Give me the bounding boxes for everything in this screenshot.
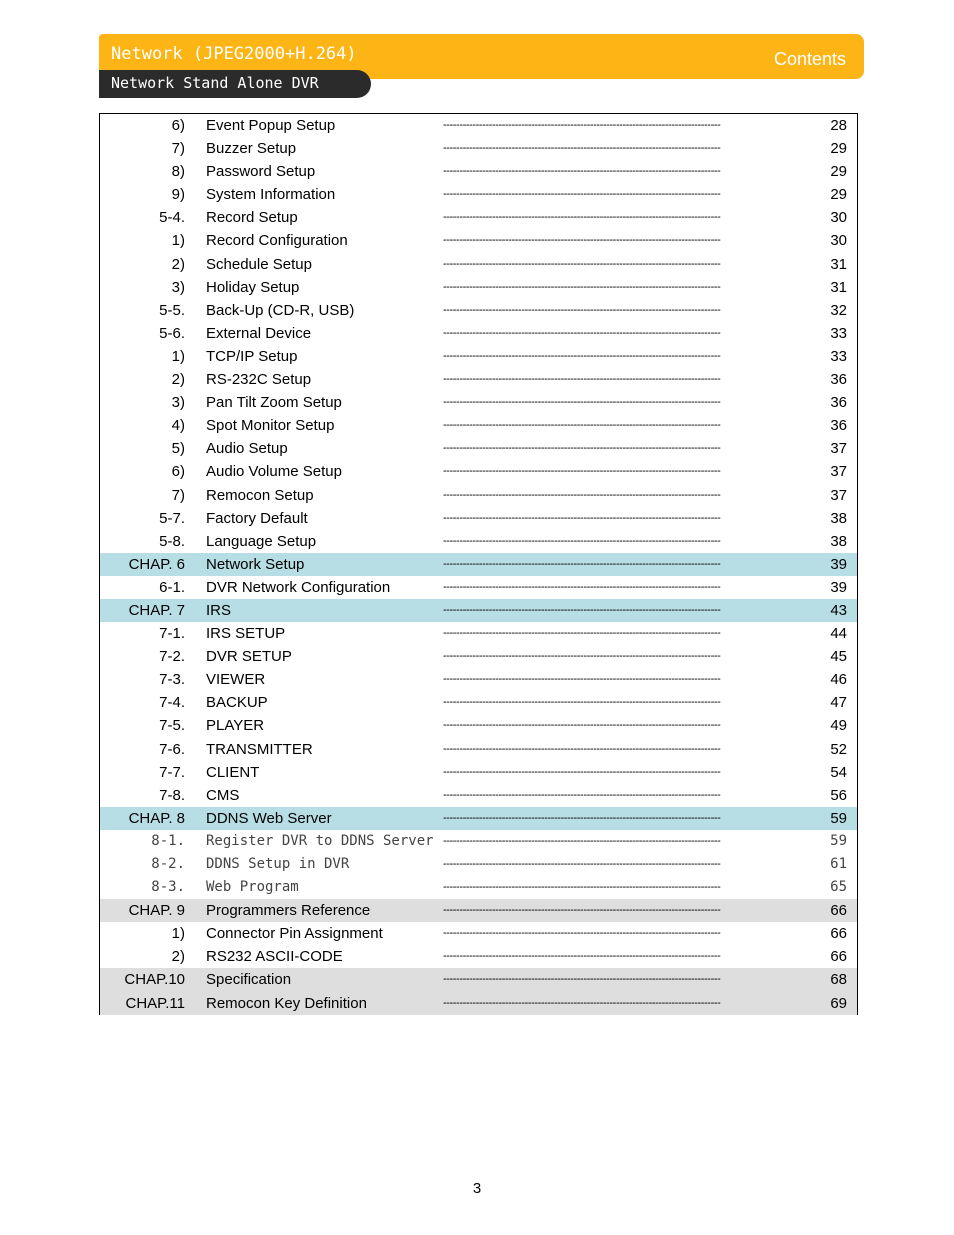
toc-section-title[interactable]: Connector Pin Assignment (206, 925, 383, 943)
toc-page-number: 66 (830, 925, 847, 943)
toc-leader-dots: ------------------------------------------------------------------------------------- (443, 419, 721, 432)
page-number: 3 (472, 1180, 482, 1197)
toc-page-number: 29 (830, 140, 847, 158)
toc-page-number: 38 (830, 532, 847, 550)
toc-section-title[interactable]: System Information (206, 186, 336, 204)
toc-page-number: 36 (830, 417, 847, 435)
toc-section-title[interactable]: TCP/IP Setup (206, 347, 298, 365)
toc-page-number: 61 (830, 856, 847, 872)
toc-section-number: 1) (171, 232, 185, 250)
toc-page-number: 66 (830, 902, 847, 920)
toc-section-title[interactable]: Specification (206, 971, 292, 989)
toc-section-title[interactable]: Record Setup (206, 209, 298, 227)
toc-section-number: 5-8. (159, 532, 185, 550)
toc-row[interactable] (100, 853, 857, 876)
toc-row[interactable] (100, 183, 857, 206)
toc-page-number: 65 (830, 879, 847, 896)
subheader-bar (99, 70, 371, 98)
toc-row[interactable] (100, 945, 857, 968)
toc-section-title[interactable]: Audio Setup (206, 440, 288, 458)
toc-section-title[interactable]: CMS (206, 786, 240, 804)
toc-row[interactable] (100, 691, 857, 714)
toc-section-title[interactable]: Remocon Key Definition (206, 994, 367, 1012)
toc-page-number: 69 (830, 994, 847, 1012)
toc-leader-dots: ------------------------------------------------------------------------------------- (443, 534, 721, 547)
toc-page-number: 30 (830, 209, 847, 227)
toc-leader-dots: ------------------------------------------------------------------------------------- (443, 696, 721, 709)
toc-leader-dots: ------------------------------------------------------------------------------------- (443, 996, 721, 1009)
toc-section-number: 5-4. (159, 209, 185, 227)
toc-section-title[interactable]: Buzzer Setup (206, 140, 297, 158)
toc-leader-dots: ------------------------------------------------------------------------------------- (443, 280, 721, 293)
toc-section-title[interactable]: Register DVR to DDNS Server (206, 832, 434, 849)
toc-section-title[interactable]: CLIENT (206, 763, 260, 781)
toc-section-title[interactable]: VIEWER (206, 671, 266, 689)
toc-row[interactable] (100, 437, 857, 460)
toc-section-number: 6-1. (159, 578, 185, 596)
toc-leader-dots: ------------------------------------------------------------------------------------- (443, 557, 721, 570)
toc-row[interactable] (100, 114, 857, 137)
toc-leader-dots: ------------------------------------------------------------------------------------- (443, 788, 721, 801)
toc-leader-dots: ------------------------------------------------------------------------------------- (443, 511, 721, 524)
toc-page-number: 36 (830, 371, 847, 389)
toc-leader-dots: ------------------------------------------------------------------------------------- (443, 973, 721, 986)
toc-page-number: 45 (830, 648, 847, 666)
toc-section-title[interactable]: Programmers Reference (206, 902, 371, 920)
toc-section-title[interactable]: DVR SETUP (206, 648, 292, 666)
toc-section-number: 2) (171, 371, 185, 389)
toc-section-title[interactable]: Pan Tilt Zoom Setup (206, 394, 342, 412)
toc-leader-dots: ------------------------------------------------------------------------------------- (443, 811, 721, 824)
toc-leader-dots: ------------------------------------------------------------------------------------- (443, 858, 721, 870)
toc-section-title[interactable]: Holiday Setup (206, 278, 300, 296)
toc-page-number: 31 (830, 255, 847, 273)
toc-chapter-row[interactable] (100, 807, 857, 830)
toc-section-number: CHAP.10 (124, 971, 185, 989)
toc-section-number: 6) (171, 463, 185, 481)
toc-row[interactable] (100, 784, 857, 807)
toc-section-number: 8-2. (151, 856, 185, 872)
toc-section-title[interactable]: Spot Monitor Setup (206, 417, 335, 435)
toc-row[interactable] (100, 714, 857, 737)
toc-section-number: 7-6. (159, 740, 185, 758)
toc-row[interactable] (100, 761, 857, 784)
toc-leader-dots: ------------------------------------------------------------------------------------- (443, 142, 721, 155)
toc-section-number: CHAP. 8 (128, 809, 185, 827)
toc-chapter-row[interactable] (100, 968, 857, 991)
toc-section-title[interactable]: Event Popup Setup (206, 117, 336, 134)
toc-leader-dots: ------------------------------------------------------------------------------------- (443, 442, 721, 455)
table-of-contents (99, 113, 858, 1015)
toc-section-title[interactable]: Network Setup (206, 555, 305, 573)
toc-row[interactable] (100, 922, 857, 945)
toc-leader-dots: ------------------------------------------------------------------------------------- (443, 211, 721, 224)
toc-row[interactable] (100, 137, 857, 160)
toc-page-number: 37 (830, 440, 847, 458)
toc-row[interactable] (100, 206, 857, 229)
toc-page-number: 54 (830, 763, 847, 781)
toc-page-number: 28 (830, 117, 847, 134)
toc-chapter-row[interactable] (100, 553, 857, 576)
toc-section-number: CHAP. 6 (128, 555, 185, 573)
toc-leader-dots: ------------------------------------------------------------------------------------- (443, 234, 721, 247)
toc-page-number: 33 (830, 347, 847, 365)
toc-section-title[interactable]: Record Configuration (206, 232, 348, 250)
toc-page-number: 29 (830, 163, 847, 181)
toc-section-number: 3) (171, 278, 185, 296)
toc-row[interactable] (100, 830, 857, 853)
toc-row[interactable] (100, 622, 857, 645)
toc-section-title[interactable]: PLAYER (206, 717, 265, 735)
toc-section-number: 5-7. (159, 509, 185, 527)
toc-row[interactable] (100, 645, 857, 668)
toc-leader-dots: ------------------------------------------------------------------------------------- (443, 627, 721, 640)
toc-page-number: 33 (830, 324, 847, 342)
toc-section-number: 7-8. (159, 786, 185, 804)
toc-leader-dots: ------------------------------------------------------------------------------------- (443, 673, 721, 686)
toc-section-number: 7-1. (159, 625, 185, 643)
toc-section-number: CHAP. 7 (128, 601, 185, 619)
toc-section-title[interactable]: BACKUP (206, 694, 268, 712)
toc-page-number: 56 (830, 786, 847, 804)
toc-leader-dots: ------------------------------------------------------------------------------------- (443, 488, 721, 501)
toc-leader-dots: ------------------------------------------------------------------------------------- (443, 580, 721, 593)
toc-section-title[interactable]: IRS SETUP (206, 625, 286, 643)
toc-page-number: 47 (830, 694, 847, 712)
toc-section-number: 4) (171, 417, 185, 435)
toc-section-number: 3) (171, 394, 185, 412)
toc-leader-dots: ------------------------------------------------------------------------------------- (443, 927, 721, 940)
toc-row[interactable] (100, 253, 857, 276)
toc-row[interactable] (100, 507, 857, 530)
toc-row[interactable] (100, 276, 857, 299)
toc-section-title[interactable]: Audio Volume Setup (206, 463, 342, 481)
toc-section-title[interactable]: Factory Default (206, 509, 308, 527)
toc-page-number: 59 (830, 809, 847, 827)
toc-row[interactable] (100, 460, 857, 483)
toc-section-number: 1) (171, 925, 185, 943)
toc-section-number: 8-1. (151, 832, 185, 849)
toc-page-number: 37 (830, 486, 847, 504)
toc-section-title[interactable]: External Device (206, 324, 312, 342)
toc-row[interactable] (100, 530, 857, 553)
toc-section-number: 7-2. (159, 648, 185, 666)
toc-section-number: 5-6. (159, 324, 185, 342)
toc-leader-dots: ------------------------------------------------------------------------------------- (443, 465, 721, 478)
toc-leader-dots: ------------------------------------------------------------------------------------- (443, 396, 721, 409)
toc-page-number: 37 (830, 463, 847, 481)
toc-leader-dots: ------------------------------------------------------------------------------------- (443, 165, 721, 178)
toc-section-number: 2) (171, 255, 185, 273)
toc-row[interactable] (100, 876, 857, 899)
toc-row[interactable] (100, 345, 857, 368)
toc-section-number: 2) (171, 948, 185, 966)
toc-leader-dots: ------------------------------------------------------------------------------------- (443, 904, 721, 917)
toc-section-number: 7-4. (159, 694, 185, 712)
toc-row[interactable] (100, 484, 857, 507)
toc-page-number: 44 (830, 625, 847, 643)
toc-page-number: 59 (830, 832, 847, 849)
toc-leader-dots: ------------------------------------------------------------------------------------- (443, 719, 721, 732)
toc-leader-dots: ------------------------------------------------------------------------------------- (443, 119, 721, 131)
toc-page-number: 43 (830, 601, 847, 619)
toc-leader-dots: ------------------------------------------------------------------------------------- (443, 765, 721, 778)
toc-row[interactable] (100, 738, 857, 761)
toc-row[interactable] (100, 668, 857, 691)
toc-section-number: 7-5. (159, 717, 185, 735)
toc-section-title[interactable]: Password Setup (206, 163, 316, 181)
toc-section-number: 7-3. (159, 671, 185, 689)
toc-section-title[interactable]: Language Setup (206, 532, 317, 550)
toc-page-number: 31 (830, 278, 847, 296)
toc-page-number: 46 (830, 671, 847, 689)
toc-section-title[interactable]: Web Program (206, 879, 299, 896)
toc-page-number: 39 (830, 555, 847, 573)
toc-leader-dots: ------------------------------------------------------------------------------------- (443, 881, 721, 894)
toc-leader-dots: ------------------------------------------------------------------------------------- (443, 257, 721, 270)
toc-section-number: 8-3. (151, 879, 185, 896)
toc-section-title[interactable]: RS232 ASCII-CODE (206, 948, 343, 966)
toc-section-title[interactable]: TRANSMITTER (206, 740, 313, 758)
toc-leader-dots: ------------------------------------------------------------------------------------- (443, 373, 721, 386)
toc-leader-dots: ------------------------------------------------------------------------------------- (443, 834, 721, 847)
toc-page-number: 30 (830, 232, 847, 250)
toc-page-number: 39 (830, 578, 847, 596)
toc-row[interactable] (100, 229, 857, 252)
toc-section-number: 7-7. (159, 763, 185, 781)
toc-section-title[interactable]: Schedule Setup (206, 255, 312, 273)
toc-leader-dots: ------------------------------------------------------------------------------------- (443, 603, 721, 616)
toc-section-title[interactable]: DVR Network Configuration (206, 578, 391, 596)
toc-page-number: 52 (830, 740, 847, 758)
toc-page-number: 32 (830, 301, 847, 319)
toc-page-number: 68 (830, 971, 847, 989)
toc-section-number: 5-5. (159, 301, 185, 319)
toc-row[interactable] (100, 391, 857, 414)
toc-row[interactable] (100, 368, 857, 391)
toc-chapter-row[interactable] (100, 899, 857, 922)
toc-chapter-row[interactable] (100, 992, 857, 1015)
toc-section-number: CHAP. 9 (128, 902, 185, 920)
toc-leader-dots: ------------------------------------------------------------------------------------- (443, 326, 721, 339)
toc-section-number: 8) (171, 163, 185, 181)
toc-row[interactable] (100, 299, 857, 322)
toc-row[interactable] (100, 576, 857, 599)
toc-section-number: 9) (171, 186, 185, 204)
toc-row[interactable] (100, 414, 857, 437)
document-subtitle: Network Stand Alone DVR (111, 74, 319, 92)
toc-section-title[interactable]: Remocon Setup (206, 486, 314, 504)
toc-leader-dots: ------------------------------------------------------------------------------------- (443, 349, 721, 362)
toc-section-title[interactable]: DDNS Setup in DVR (206, 856, 350, 872)
toc-section-title[interactable]: DDNS Web Server (206, 809, 332, 827)
toc-leader-dots: ------------------------------------------------------------------------------------- (443, 742, 721, 755)
document-title: Network (JPEG2000+H.264) (111, 44, 357, 64)
toc-section-number: CHAP.11 (125, 994, 185, 1012)
toc-page-number: 66 (830, 948, 847, 966)
toc-section-title[interactable]: Back-Up (CD-R, USB) (206, 301, 355, 319)
toc-leader-dots: ------------------------------------------------------------------------------------- (443, 303, 721, 316)
toc-page-number: 49 (830, 717, 847, 735)
toc-section-number: 7) (171, 140, 185, 158)
toc-row[interactable] (100, 322, 857, 345)
toc-page-number: 29 (830, 186, 847, 204)
toc-section-number: 7) (171, 486, 185, 504)
toc-section-number: 1) (171, 347, 185, 365)
toc-section-title[interactable]: IRS (206, 601, 232, 619)
toc-page-number: 36 (830, 394, 847, 412)
toc-section-title[interactable]: RS-232C Setup (206, 371, 312, 389)
toc-leader-dots: ------------------------------------------------------------------------------------- (443, 650, 721, 663)
toc-row[interactable] (100, 160, 857, 183)
toc-leader-dots: ------------------------------------------------------------------------------------- (443, 188, 721, 201)
toc-chapter-row[interactable] (100, 599, 857, 622)
toc-section-number: 5) (171, 440, 185, 458)
toc-leader-dots: ------------------------------------------------------------------------------------- (443, 950, 721, 963)
toc-page-number: 38 (830, 509, 847, 527)
toc-section-number: 6) (171, 117, 185, 134)
contents-label: Contents (773, 49, 846, 69)
